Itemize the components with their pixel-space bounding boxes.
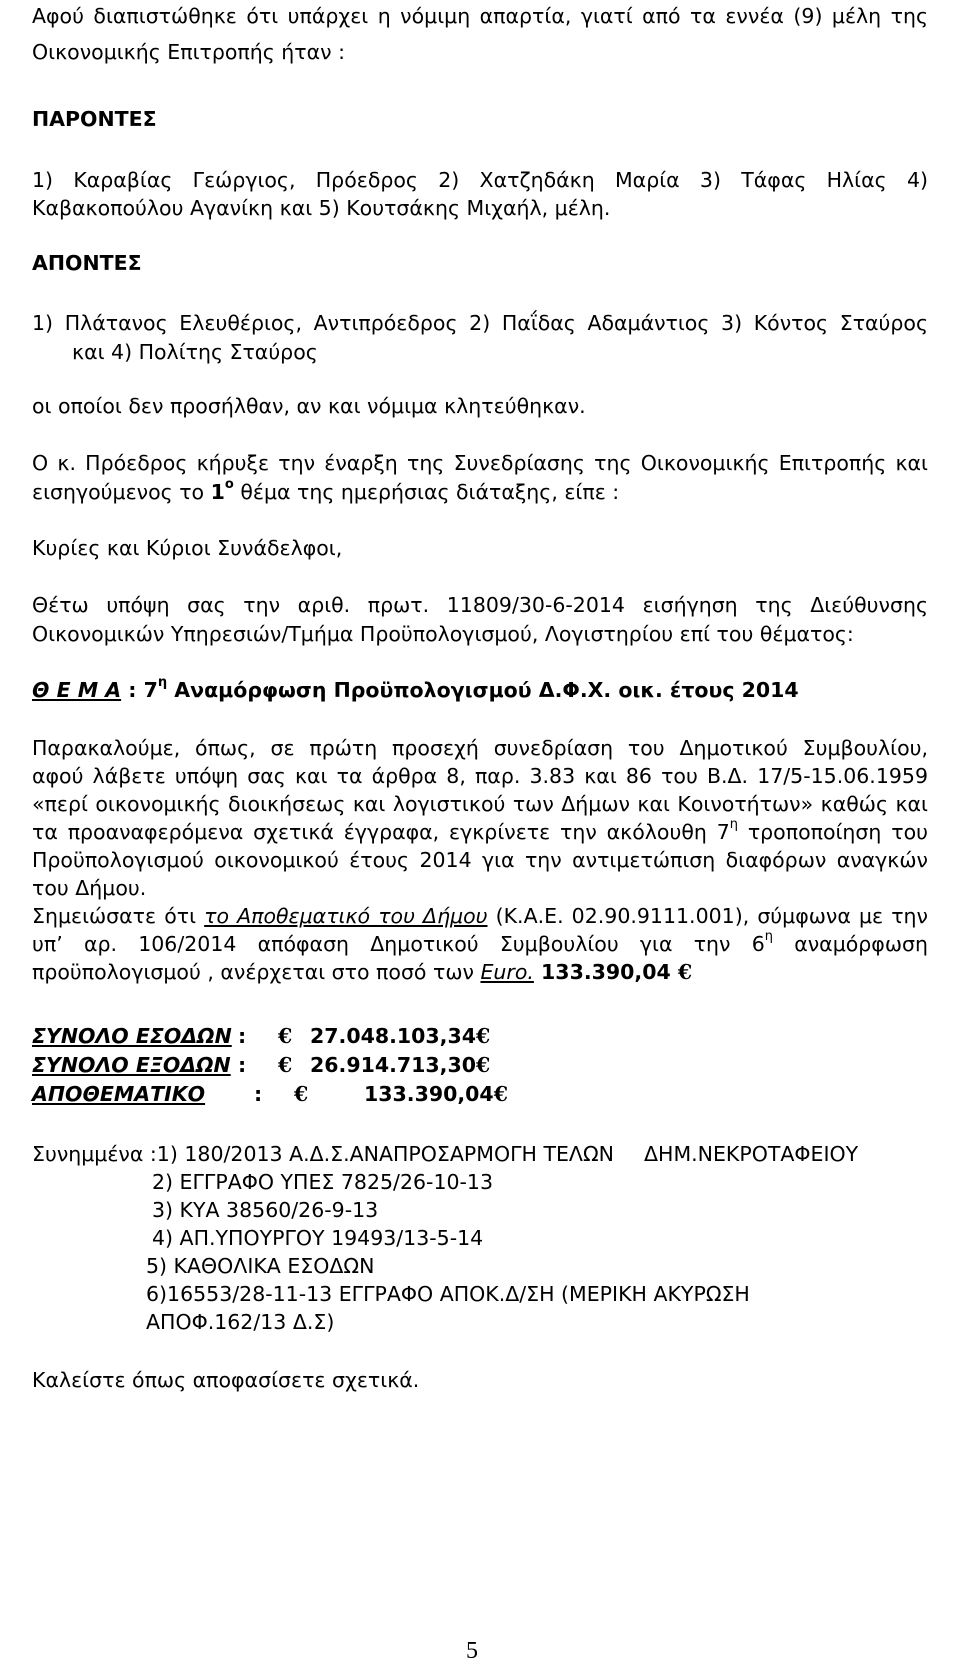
body-line-6: του Δήμου. [32,876,147,900]
intro-line-2: Οικονομικής Επιτροπής ήταν : [32,40,346,64]
subject-label: Θ Ε Μ Α [32,678,122,702]
page-number: 5 [466,1638,478,1664]
body-line-1: Παρακαλούμε, όπως, σε πρώτη προσεχή συνεδρίαση του Δημοτικού Συμβουλίου, [32,736,928,760]
attachment-item: 6)16553/28-11-13 ΕΓΓΡΑΦΟ ΑΠΟΚ.Δ/ΣΗ (ΜΕΡΙΚΗ ΑΚΥΡΩΣΗ [146,1282,750,1306]
totals-amount: 133.390,04 [364,1082,494,1106]
present-heading: ΠΑΡΟΝΤΕΣ [32,107,157,131]
euro-icon: € [294,1082,309,1106]
body-line-7: Σημειώσατε ότι το Αποθεματικό του Δήμου (Κ.Α.Ε. 02.90.9111.001), σύμφωνα με την [32,904,928,928]
attachment-item: ΑΠΟΦ.162/13 Δ.Σ) [146,1310,335,1334]
proposal-line-1: Θέτω υπόψη σας την αριθ. πρωτ. 11809/30-6-2014 εισήγηση της Διεύθυνσης [32,593,928,617]
attachment-item: 3) ΚΥΑ 38560/26-9-13 [152,1198,379,1222]
totals-label: ΑΠΟΘΕΜΑΤΙΚΟ [32,1082,206,1106]
body-line-4: τα προαναφερόμενα σχετικά έγγραφα, εγκρίνετε την ακόλουθη $7^\eta$ τροποποίηση του [32,817,928,844]
currency-label: Euro. [480,960,534,984]
totals-amount: 26.914.713,30 [310,1053,477,1077]
body-line-2: αφού λάβετε υπόψη σας και τα άρθρα 8, παρ. 3.83 και 86 του Β.Δ. 17/5-15.06.1959 [32,764,928,788]
proposal-line-2: Οικονομικών Υπηρεσιών/Τμήμα Προϋπολογισμού, Λογιστηρίου επί του θέματος: [32,622,854,646]
euro-icon: € [278,1053,293,1077]
absent-note: οι οποίοι δεν προσήλθαν, αν και νόμιμα κλητεύθηκαν. [32,394,586,418]
intro-line-1: Αφού διαπιστώθηκε ότι υπάρχει η νόμιμη απαρτία, γιατί από τα εννέα (9) μέλη της [32,4,928,28]
absent-heading: ΑΠΟΝΤΕΣ [32,251,142,275]
attachment-item: 2) ΕΓΓΡΑΦΟ ΥΠΕΣ 7825/26-10-13 [152,1170,494,1194]
body-line-3: «περί οικονομικής διοικήσεως και λογιστικού των Δήμων και Κοινοτήτων» καθώς και [32,792,928,816]
attachment-item: 4) ΑΠ.ΥΠΟΥΡΓΟΥ 19493/13-5-14 [152,1226,484,1250]
subject-title: Αναμόρφωση Προϋπολογισμού Δ.Φ.Χ. οικ. έτους 2014 [167,678,799,702]
attachment-item: 5) ΚΑΘΟΛΙΚΑ ΕΣΟΔΩΝ [146,1254,375,1278]
totals-row-income: ΣΥΝΟΛΟ ΕΣΟΔΩΝ:€ 27.048.103,34€ [32,1024,491,1048]
totals-row-reserve: ΑΠΟΘΕΜΑΤΙΚΟ:€ 133.390,04€ [32,1082,508,1106]
present-line-1: 1) Καραβίας Γεώργιος, Πρόεδρος 2) Χατζηδάκη Μαρία 3) Τάφας Ηλίας 4) [32,168,928,192]
totals-label: ΣΥΝΟΛΟ ΕΣΟΔΩΝ [32,1024,232,1048]
body-line-5: Προϋπολογισμού οικονομικού έτους 2014 για την αντιμετώπιση διαφόρων αναγκών [32,848,928,872]
absent-line-2: και 4) Πολίτης Σταύρος [72,340,318,364]
closing-line: Καλείστε όπως αποφασίσετε σχετικά. [32,1368,420,1392]
euro-icon: € [677,960,693,984]
totals-amount: 27.048.103,34 [310,1024,477,1048]
body-line-9: προϋπολογισμού , ανέρχεται στο ποσό των Euro. 133.390,04 € [32,960,693,984]
chair-line-2: εισηγούμενος το $1^o$ θέμα της ημερήσιας διάταξης, είπε : [32,477,620,504]
salutation: Κυρίες και Κύριοι Συνάδελφοι, [32,536,343,560]
reserve-amount: 133.390,04 [533,960,678,984]
euro-icon: € [476,1053,491,1077]
euro-icon: € [278,1024,293,1048]
euro-icon: € [493,1082,508,1106]
euro-icon: € [476,1024,491,1048]
absent-line-1: 1) Πλάτανος Ελευθέριος, Αντιπρόεδρος 2) Παΐδας Αδαμάντιος 3) Κόντος Σταύρος [32,311,928,335]
attachments-intro: Συνημμένα :1) 180/2013 Α.Δ.Σ.ΑΝΑΠΡΟΣΑΡΜΟΓΗ ΤΕΛΩΝ [32,1142,614,1166]
body-line-8: υπ’ αρ. 106/2014 απόφαση Δημοτικού Συμβουλίου για την $6^\eta$ αναμόρφωση [32,929,928,956]
chair-line-1: Ο κ. Πρόεδρος κήρυξε την έναρξη της Συνεδρίασης της Οικονομικής Επιτροπής και [32,451,928,475]
attachments-intro-tail: ΔΗΜ.ΝΕΚΡΟΤΑΦΕΙΟΥ [644,1142,859,1166]
totals-label: ΣΥΝΟΛΟ ΕΞΟΔΩΝ [32,1053,231,1077]
reserve-reference: το Αποθεματικό του Δήμου [204,904,488,928]
subject-line: Θ Ε Μ Α : $7^\eta$ Αναμόρφωση Προϋπολογισμού Δ.Φ.Χ. οικ. έτους 2014 [32,675,799,702]
present-line-2: Καβακοπούλου Αγανίκη και 5) Κουτσάκης Μιχαήλ, μέλη. [32,196,611,220]
totals-row-expenses: ΣΥΝΟΛΟ ΕΞΟΔΩΝ:€ 26.914.713,30€ [32,1053,491,1077]
